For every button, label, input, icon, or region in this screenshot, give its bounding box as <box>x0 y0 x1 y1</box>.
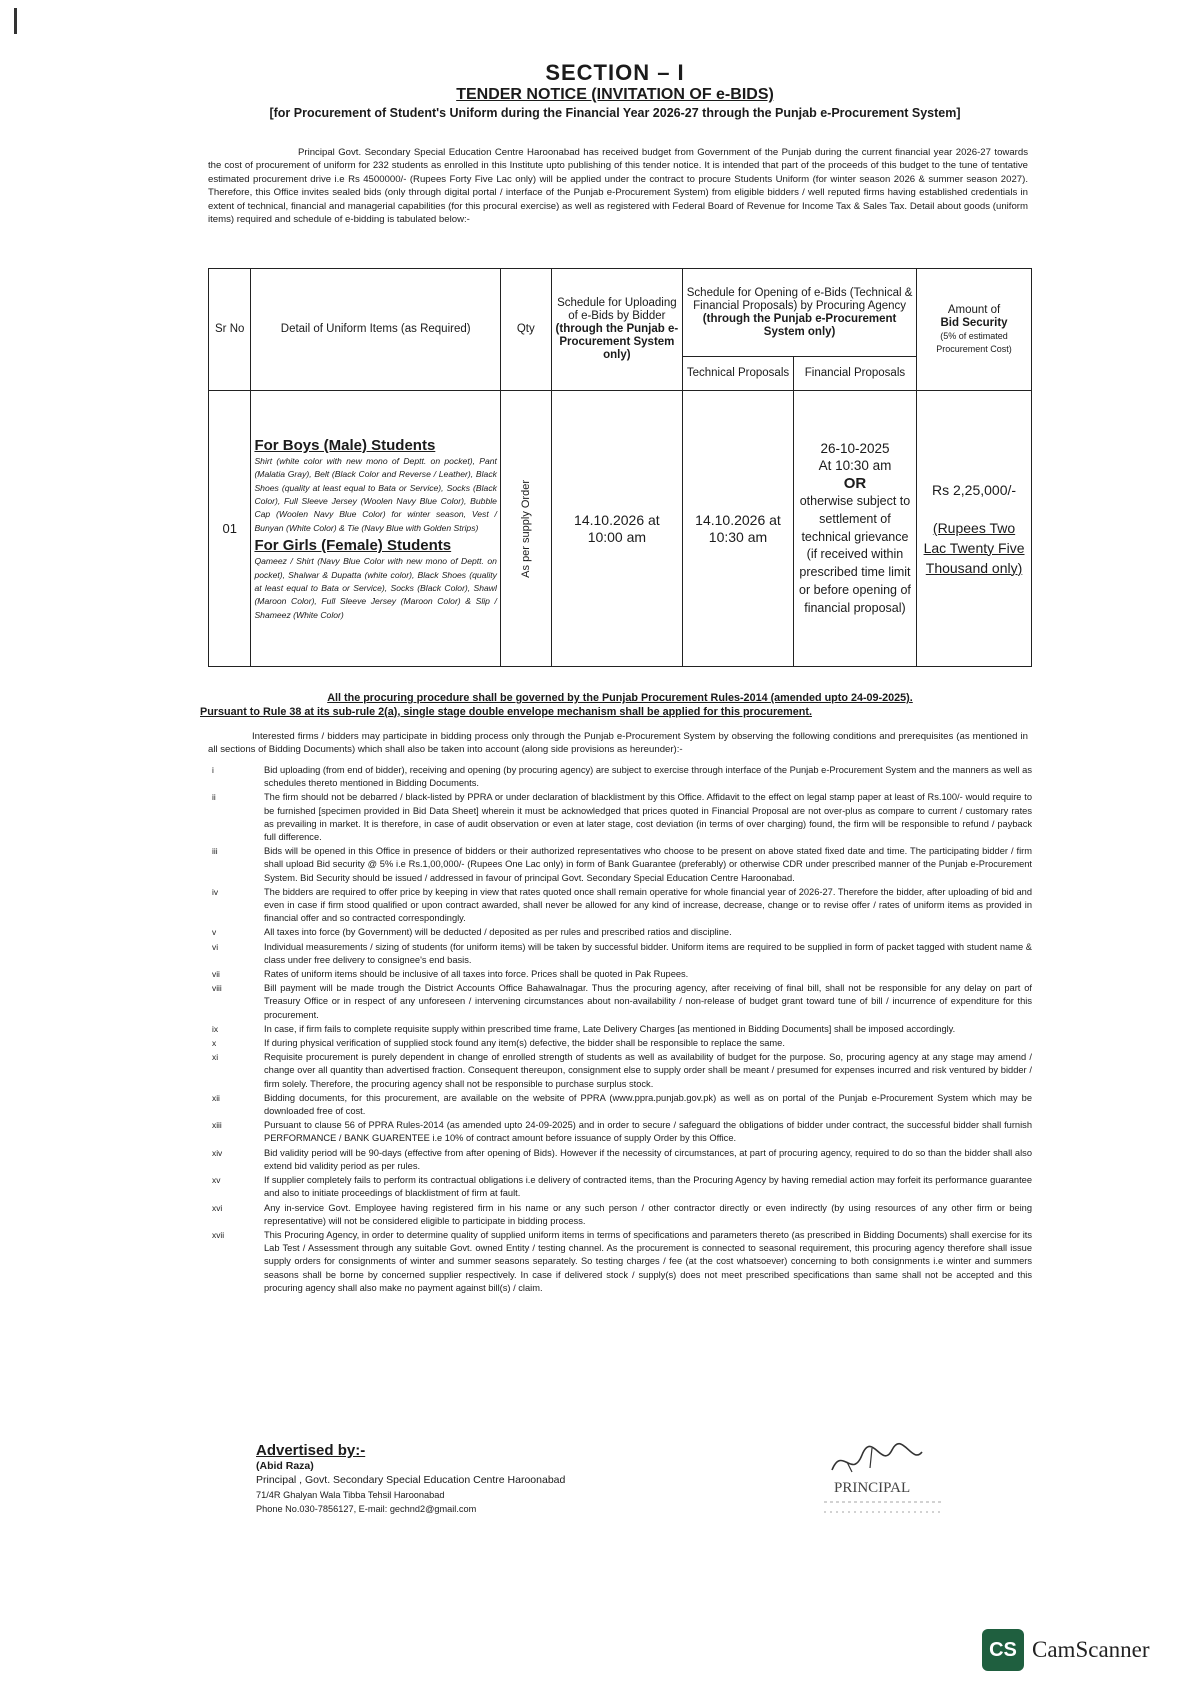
camscanner-text: CamScanner <box>1032 1637 1150 1662</box>
list-item <box>212 886 1032 926</box>
list-item <box>212 1147 1032 1173</box>
clause-number: vii <box>212 969 220 980</box>
fin-or: OR <box>843 475 867 493</box>
col-technical: Technical Proposals <box>683 357 794 391</box>
col-amount-bold: Bid Security <box>940 316 1008 329</box>
clause-text: Any in-service Govt. Employee having registered firm in his name or any such person / other contractor directly or even indirectly (by using resources of any other firm or being representative) will not be considered eligible to participate in bidding process. <box>264 1202 1032 1226</box>
clause-text: This Procuring Agency, in order to determine quality of supplied uniform items in terms of specifications and parameters thereto (as prescribed in Bidding Documents) shall exercise for its Lab Test / Assessment through any suitable Govt. owned Entity / testing channel. As the procurement is connected to seasonal requirement, this procuring agency therefore shall issue supply orders for consignments of winter and summer seasons separately. So testing charges / fee (at the cost whatsoever) concerning to both consignments i.e winter and summers seasons shall be borne by concerned supplier respectively. In case if delivered stock / supply(s) does not meet prescribed specifications than same shall not be accepted and this procuring agency shall also make no payment against bill(s) / claim. <box>264 1229 1032 1293</box>
list-item <box>212 1174 1032 1200</box>
clause-number: xiii <box>212 1120 222 1131</box>
col-opening <box>683 269 917 357</box>
list-item <box>212 1023 1032 1036</box>
advertiser-address: 71/4R Ghalyan Wala Tibba Tehsil Haroonabad <box>256 1489 445 1500</box>
list-item <box>212 982 1032 1022</box>
clause-number: vi <box>212 941 219 952</box>
clause-text: If supplier completely fails to perform its contractual obligations i.e delivery of contracted items, than the Procuring Agency by having remedial action may forfeit its performance guarantee and also to initiate proceedings of blacklistment of firm at fault. <box>264 1175 1032 1199</box>
clause-number: xi <box>212 1052 219 1063</box>
fin-date: 26-10-2025 <box>820 440 890 456</box>
list-item <box>212 968 1032 981</box>
col-upload <box>551 269 682 391</box>
advertiser-designation: Principal , Govt. Secondary Special Education Centre Haroonabad <box>256 1474 566 1487</box>
notice-line-2: Pursuant to Rule 38 at its sub-rule 2(a), single stage double envelope mechanism shall be applied for this procurement. <box>200 705 812 718</box>
clause-text: Bidding documents, for this procurement, are available on the website of PPRA (www.ppra.punjab.gov.pk) as well as on portal of the Punjab e-Procurement System which may be downloaded free of cost. <box>264 1092 1032 1117</box>
amount-words: (Rupees Two Lac Twenty Five Thousand only) <box>923 519 1025 576</box>
conditions-list <box>212 764 1032 1296</box>
clause-text: The firm should not be debarred / black-listed by PPRA or under declaration of blacklistment by this Office. Affidavit to the effect on legal stamp paper at least of Rs.100/- would require to be furnished [specimen provided in Bid Data Sheet] wherein it must be acknowledged that prices quoted in Financial Proposal are not over-plus as compare to current / customary rates as prevailing in market. It is therefore, in case of audit observation or even at later stage, cost deviation (in terms of over charging) found, the firm will be responsible to refund / payback full difference. <box>264 792 1032 843</box>
list-item <box>212 1119 1032 1145</box>
advertiser-contact: Phone No.030-7856127, E-mail: gechnd2@gmail.com <box>256 1504 477 1515</box>
clause-number: viii <box>212 983 222 994</box>
row-sr: 01 <box>209 391 251 667</box>
governing-rules-notice <box>200 692 1040 719</box>
fin-text: otherwise subject to settlement of technical grievance (if received within prescribed time limit or before opening of financial proposal) <box>799 493 911 615</box>
notice-line-1: All the procuring procedure shall be governed by the Punjab Procurement Rules-2014 (amended upto 24-09-2025). <box>327 692 913 704</box>
clause-text: Pursuant to clause 56 of PPRA Rules-2014 (as amended upto 24-09-2025) and in order to secure / safeguard the obligations of bidder under contract, the successful bidder shall furnish PERFORMANCE / BANK GUARENTEE i.e 10% of contract amount before issuance of supply Order by this Office. <box>264 1120 1032 1144</box>
advertised-by-block <box>256 1444 756 1517</box>
clause-text: The bidders are required to offer price by keeping in view that rates quoted once shall remain operative for whole financial year of 2026-27. Therefore the bidder, after uploading of bid and even in case if firm stood qualified or upon contract awarded, shall never be allowed for any kind of increase, decrease, change or to revise offer / rates of uniform items as provided in financial offer and so contracted correspondingly. <box>264 886 1032 924</box>
list-item <box>212 1202 1032 1228</box>
clause-text: Individual measurements / sizing of students (for uniform items) will be taken by successful bidder. Uniform items are required to be supplied in form of packet tagged with student name & class under free delivery to consignee's end basis. <box>264 941 1032 965</box>
clause-number: xv <box>212 1175 221 1186</box>
list-item <box>212 1051 1032 1091</box>
clause-number: ix <box>212 1023 219 1034</box>
stamp-text: PRINCIPAL <box>834 1480 911 1496</box>
list-item <box>212 941 1032 967</box>
section-heading: SECTION – I <box>545 60 685 85</box>
clause-number: v <box>212 927 217 938</box>
scan-edge-mark <box>14 8 17 34</box>
row-qty <box>500 391 551 667</box>
girls-items: Qameez / Shirt (Navy Blue Color with new mono of Deptt. on pocket), Shalwar & Dupatta (white color), Black Shoes (quality at least equal to Bata or Service), Socks (Black Color), Shawl (Maroon Color), Full Sleeve Jersey (Maroon Color) & Slip / Shameez (White Color) <box>254 556 497 620</box>
clause-text: Bill payment will be made trough the District Accounts Office Bahawalnagar. Thus the procuring agency, after receiving of final bill, shall not be responsible for any delay on part of Treasury Office or in respect of any unforeseen / intervening circumstances about non-availability / non-release of budget grant toward tune of bill / incurrence of expenditure for this procurement. <box>264 983 1032 1020</box>
clause-text: Bid validity period will be 90-days (effective from after opening of Bids). However if the necessity of circumstances, at part of procuring agency, required to do so than the bidder shall also extend bid validity period as per rules. <box>264 1147 1032 1171</box>
clause-text: If during physical verification of supplied stock found any item(s) defective, the bidder shall be responsible to replace the same. <box>264 1038 785 1049</box>
list-item <box>212 1037 1032 1050</box>
row-technical: 14.10.2026 at 10:30 am <box>683 391 794 667</box>
clause-number: iii <box>212 846 218 857</box>
col-amount-note: (5% of estimated Procurement Cost) <box>936 330 1012 354</box>
list-item <box>212 845 1032 885</box>
tender-title: TENDER NOTICE (INVITATION OF e-BIDS) <box>456 86 774 103</box>
principal-signature-stamp <box>812 1440 962 1520</box>
prerequisites-paragraph: Interested firms / bidders may participate in bidding process only through the Punjab e-Procurement System by observing the following conditions and prerequisites (as mentioned in all sections of Bidding Documents) which shall also be taken into account (along side provisions as hereunder):- <box>208 731 1028 756</box>
col-qty: Qty <box>500 269 551 391</box>
amount-figure: Rs 2,25,000/- <box>932 481 1017 498</box>
advertised-label: Advertised by:- <box>256 1442 366 1459</box>
row-detail <box>251 391 500 667</box>
clause-text: In case, if firm fails to complete requisite supply within prescribed time frame, Late Delivery Charges [as mentioned in Bidding Documents] shall be imposed accordingly. <box>264 1023 956 1034</box>
col-detail: Detail of Uniform Items (as Required) <box>251 269 500 391</box>
list-item <box>212 791 1032 844</box>
col-opening-note: (through the Punjab e-Procurement System only) <box>702 312 897 338</box>
col-amount-label: Amount of <box>947 303 1001 316</box>
clause-number: xvii <box>212 1229 225 1240</box>
clause-text: Rates of uniform items should be inclusive of all taxes into force. Prices shall be quoted in Pak Rupees. <box>264 969 689 980</box>
col-upload-note: (through the Punjab e-Procurement System only) <box>555 323 679 361</box>
col-amount <box>917 269 1032 391</box>
clause-number: ii <box>212 792 216 803</box>
clause-number: i <box>212 765 214 775</box>
tender-subtitle: [for Procurement of Student's Uniform during the Financial Year 2026-27 through the Punjab e-Procurement System] <box>269 106 961 120</box>
clause-number: xiv <box>212 1147 223 1158</box>
row-upload: 14.10.2026 at 10:00 am <box>551 391 682 667</box>
row-financial <box>793 391 916 667</box>
clause-text: Bids will be opened in this Office in presence of bidders or their authorized representatives who choose to be present on above stated fixed date and time. The participating bidder / firm shall upload Bid security @ 5% i.e Rs.1,00,000/- (Rupees One Lac only) in form of Bank Guarantee (preferably) or otherwise CDR under prescribed manner of the Punjab e-Procurement System. Bid Security should be issued / addressed in favour of principal Govt. Secondary Special Education Centre Haroonabad. <box>264 846 1032 883</box>
advertiser-name: (Abid Raza) <box>256 1459 314 1472</box>
col-sr: Sr No <box>209 269 251 391</box>
clause-text: Requisite procurement is purely dependent in change of enrolled strength of students as well as availability of budget for the purpose. So, procuring agency at any stage may amend / change over all quantity than advertised fraction. Consequent thereupon, consignment else to supply order shall be meant / presumed for expenses incurred and risk ventured by bidder / firm solely. Therefore, the procuring agency shall not be responsible to purchase surplus stock. <box>264 1052 1032 1089</box>
camscanner-watermark <box>982 1628 1150 1672</box>
list-item <box>212 926 1032 939</box>
camscanner-logo-icon: CS <box>982 1629 1024 1671</box>
boys-items: Shirt (white color with new mono of Deptt. on pocket), Pant (Malatia Gray), Belt (Black Color and Reverse / Leather), Black Shoes (quality at least equal to Bata or Service), Socks (Black Color), Full Sleeve Jersey (Woolen Navy Blue Color), Bubble Cap (Woolen Navy Blue Color) for winter season, Vest / Bunyan (White Color) & Tie (Navy Blue with Golden Strips) <box>254 455 497 533</box>
girls-title: For Girls (Female) Students <box>254 537 452 555</box>
row-amount <box>917 391 1032 667</box>
intro-paragraph: Principal Govt. Secondary Special Education Centre Haroonabad has received budget from Government of the Punjab during the current financial year 2026-27 towards the cost of procurement of uniform for 232 students as enrolled in this Institute upto publishing of this tender notice. It is intended that part of the proceeds of this budget to the tune of tentative estimated procurement drive i.e Rs 4500000/- (Rupees Forty Five Lac only) will be applied under the contract to procure Students Uniform (for winter season 2026 & summer season 2027). Therefore, this Office invites sealed bids (only through digital portal / interface of the Punjab e-Procurement System) from eligible bidders / well reputed firms having established credentials in extent of technical, financial and managerial capabilities (for this procural exercise) as well as registered with Federal Board of Revenue for Income Tax & Sales Tax. Detail about goods (uniform items) required and schedule of e-bidding is tabulated below:- <box>208 147 1028 226</box>
col-upload-label: Schedule for Uploading of e-Bids by Bidder <box>557 297 677 322</box>
boys-title: For Boys (Male) Students <box>254 436 436 454</box>
list-item <box>212 1229 1032 1295</box>
tender-schedule-table <box>208 268 1032 667</box>
fin-time: At 10:30 am <box>818 458 892 474</box>
col-opening-label: Schedule for Opening of e-Bids (Technical & Financial Proposals) by Procuring Agency <box>686 286 913 312</box>
clause-text: Bid uploading (from end of bidder), receiving and opening (by procuring agency) are subject to exercise through interface of the Punjab e-Procurement System and the manners as well as schedules thereto mentioned in Bidding Documents. <box>264 765 1032 789</box>
qty-text: As per supply Order <box>519 479 532 578</box>
clause-number: xvi <box>212 1202 223 1213</box>
clause-text: All taxes into force (by Government) will be deducted / deposited as per rules and prescribed ratios and discipline. <box>264 927 732 938</box>
clause-number: x <box>212 1038 217 1049</box>
col-financial: Financial Proposals <box>793 357 916 391</box>
list-item <box>212 764 1032 790</box>
list-item <box>212 1092 1032 1118</box>
table-row <box>209 391 1032 667</box>
clause-number: iv <box>212 886 219 897</box>
clause-number: xii <box>212 1092 220 1103</box>
